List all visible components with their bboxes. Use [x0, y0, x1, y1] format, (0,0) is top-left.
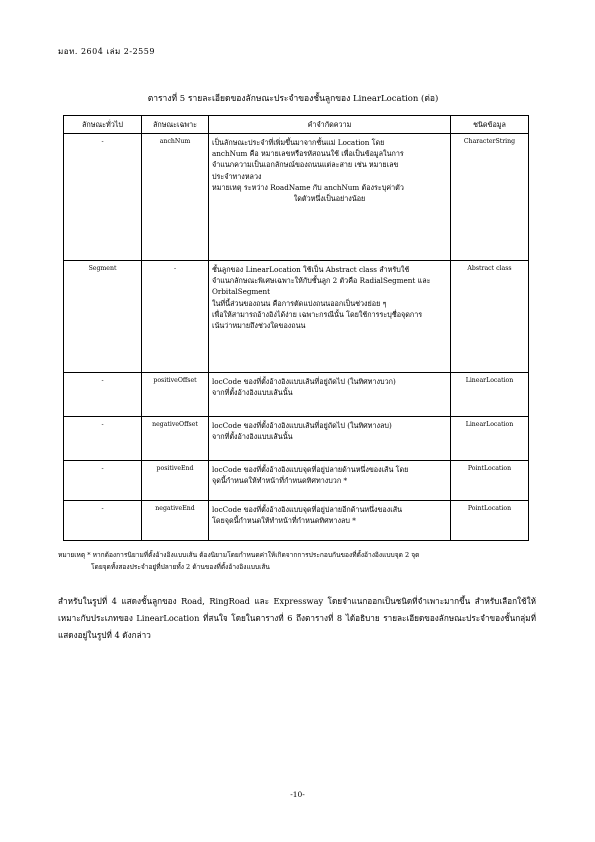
table-row [64, 261, 529, 373]
definition-line: ชั้นลูกของ LinearLocation ใช้เป็น Abstract class สำหรับใช้ [212, 265, 410, 275]
cell-definition [209, 417, 451, 461]
definition-line: จำแนกลักษณะพิเศษเฉพาะให้กับชั้นลูก 2 ตัวคือ RadialSegment และ [212, 276, 431, 286]
definition-line: anchNum คือ หมายเลขหรือรหัสถนนใช้ เพื่อเป็นข้อมูลในการ [212, 149, 404, 159]
cell-general: - [64, 417, 142, 461]
table-caption: ตารางที่ 5 รายละเอียดของลักษณะประจำของชั้นลูกของ LinearLocation (ต่อ) [147, 94, 439, 104]
definition-line: locCode ของที่ตั้งอ้างอิงแบบเส้นที่อยู่ถัดไป (ในทิศทางลบ) [212, 421, 392, 431]
cell-definition [209, 461, 451, 501]
cell-general: - [64, 501, 142, 541]
cell-specific: positiveOffset [142, 373, 209, 417]
definition-line: เน้นว่าหมายถึงช่วงใดของถนน [212, 320, 306, 330]
definition-line: ใดตัวหนึ่งเป็นอย่างน้อย [293, 193, 366, 203]
definition-line: ประจำทางหลวง [212, 171, 262, 181]
definition-line: หมายเหตุ ระหว่าง RoadName กับ anchNum ต้องระบุค่าตัว [212, 182, 404, 192]
definition-line: เพื่อให้สามารถอ้างอิงได้ง่าย เฉพาะกรณีนั้น โดยใช้การระบุชื่อจุดการ [212, 309, 423, 319]
definition-line: จากที่ตั้งอ้างอิงแบบเส้นนั้น [212, 432, 293, 442]
cell-definition [209, 373, 451, 417]
table-row [64, 134, 529, 261]
cell-definition [209, 261, 451, 373]
definition-line: locCode ของที่ตั้งอ้างอิงแบบจุดที่อยู่ปลายอีกด้านหนึ่งของเส้น [212, 505, 403, 515]
cell-specific: negativeOffset [142, 417, 209, 461]
column-header-data-type: ชนิดข้อมูล [451, 116, 529, 134]
footnote-line: โดยจุดทั้งสองประจำอยู่ที่ปลายทั้ง 2 ด้านของที่ตั้งอ้างอิงแบบเส้น [91, 562, 270, 571]
cell-specific: - [142, 261, 209, 373]
standard-code-header: มอท. 2604 เล่ม 2-2559 [58, 47, 155, 56]
footnote-line: หมายเหตุ * หากต้องการนิยามที่ตั้งอ้างอิงแบบเส้น ต้องนิยามโดยกำหนดค่าให้เกิดจากการประกอบกันของที่ตั้งอ้างอิงแบบจุด 2 จุด [58, 551, 420, 559]
table-row [64, 501, 529, 541]
cell-data-type: PointLocation [451, 461, 529, 501]
cell-data-type: CharacterString [451, 134, 529, 261]
cell-specific: negativeEnd [142, 501, 209, 541]
page-number: -10- [290, 790, 305, 799]
definition-line: จุดนี้กำหนดให้ทำหน้าที่กำหนดทิศทางบวก * [212, 476, 348, 486]
definition-line: locCode ของที่ตั้งอ้างอิงแบบจุดที่อยู่ปลายด้านหนึ่งของเส้น โดย [212, 465, 409, 475]
table-row [64, 417, 529, 461]
definition-line: locCode ของที่ตั้งอ้างอิงแบบเส้นที่อยู่ถัดไป (ในทิศทางบวก) [212, 377, 396, 387]
table-footnote [58, 550, 538, 573]
attribute-table [63, 115, 529, 541]
body-paragraph: สำหรับในรูปที่ 4 แสดงชั้นลูกของ Road, RingRoad และ Expressway โดยจำแนกออกเป็นชนิดที่จำเพาะมากขึ้น สำหรับเลือกใช้ให้เหมาะกับประเภทของ LinearLocation ที่สนใจ โดยในตารางที่ 6 ถึงตารางที่ 8 ได้อธิบาย รายละเอียดของลักษณะประจำของชั้นกลุ่มที่แสดงอยู่ในรูปที่ 4 ดังกล่าว [58, 596, 536, 640]
cell-data-type: Abstract class [451, 261, 529, 373]
cell-general: - [64, 134, 142, 261]
table-row [64, 373, 529, 417]
column-header-definition: คำจำกัดความ [209, 116, 451, 134]
column-header-specific: ลักษณะเฉพาะ [142, 116, 209, 134]
cell-general: Segment [64, 261, 142, 373]
cell-specific: anchNum [142, 134, 209, 261]
definition-line: จากที่ตั้งอ้างอิงแบบเส้นนั้น [212, 388, 293, 398]
definition-line: ในที่นี้ส่วนของถนน คือการตัดแบ่งถนนออกเป็นช่วงย่อย ๆ [212, 298, 387, 308]
definition-line: โดยจุดนี้กำหนดให้ทำหน้าที่กำหนดทิศทางลบ * [212, 516, 356, 526]
cell-definition [209, 501, 451, 541]
table-header-row [64, 116, 529, 134]
cell-general: - [64, 461, 142, 501]
cell-data-type: PointLocation [451, 501, 529, 541]
table-row [64, 461, 529, 501]
definition-line: OrbitalSegment [212, 287, 271, 297]
cell-data-type: LinearLocation [451, 417, 529, 461]
cell-specific: positiveEnd [142, 461, 209, 501]
definition-line: จำแนกความเป็นเอกลักษณ์ของถนนแต่ละสาย เช่น หมายเลข [212, 160, 399, 170]
definition-line: เป็นลักษณะประจำที่เพิ่มขึ้นมาจากชั้นแม่ Location โดย [212, 138, 385, 148]
cell-general: - [64, 373, 142, 417]
cell-data-type: LinearLocation [451, 373, 529, 417]
cell-definition [209, 134, 451, 261]
column-header-general: ลักษณะทั่วไป [64, 116, 142, 134]
